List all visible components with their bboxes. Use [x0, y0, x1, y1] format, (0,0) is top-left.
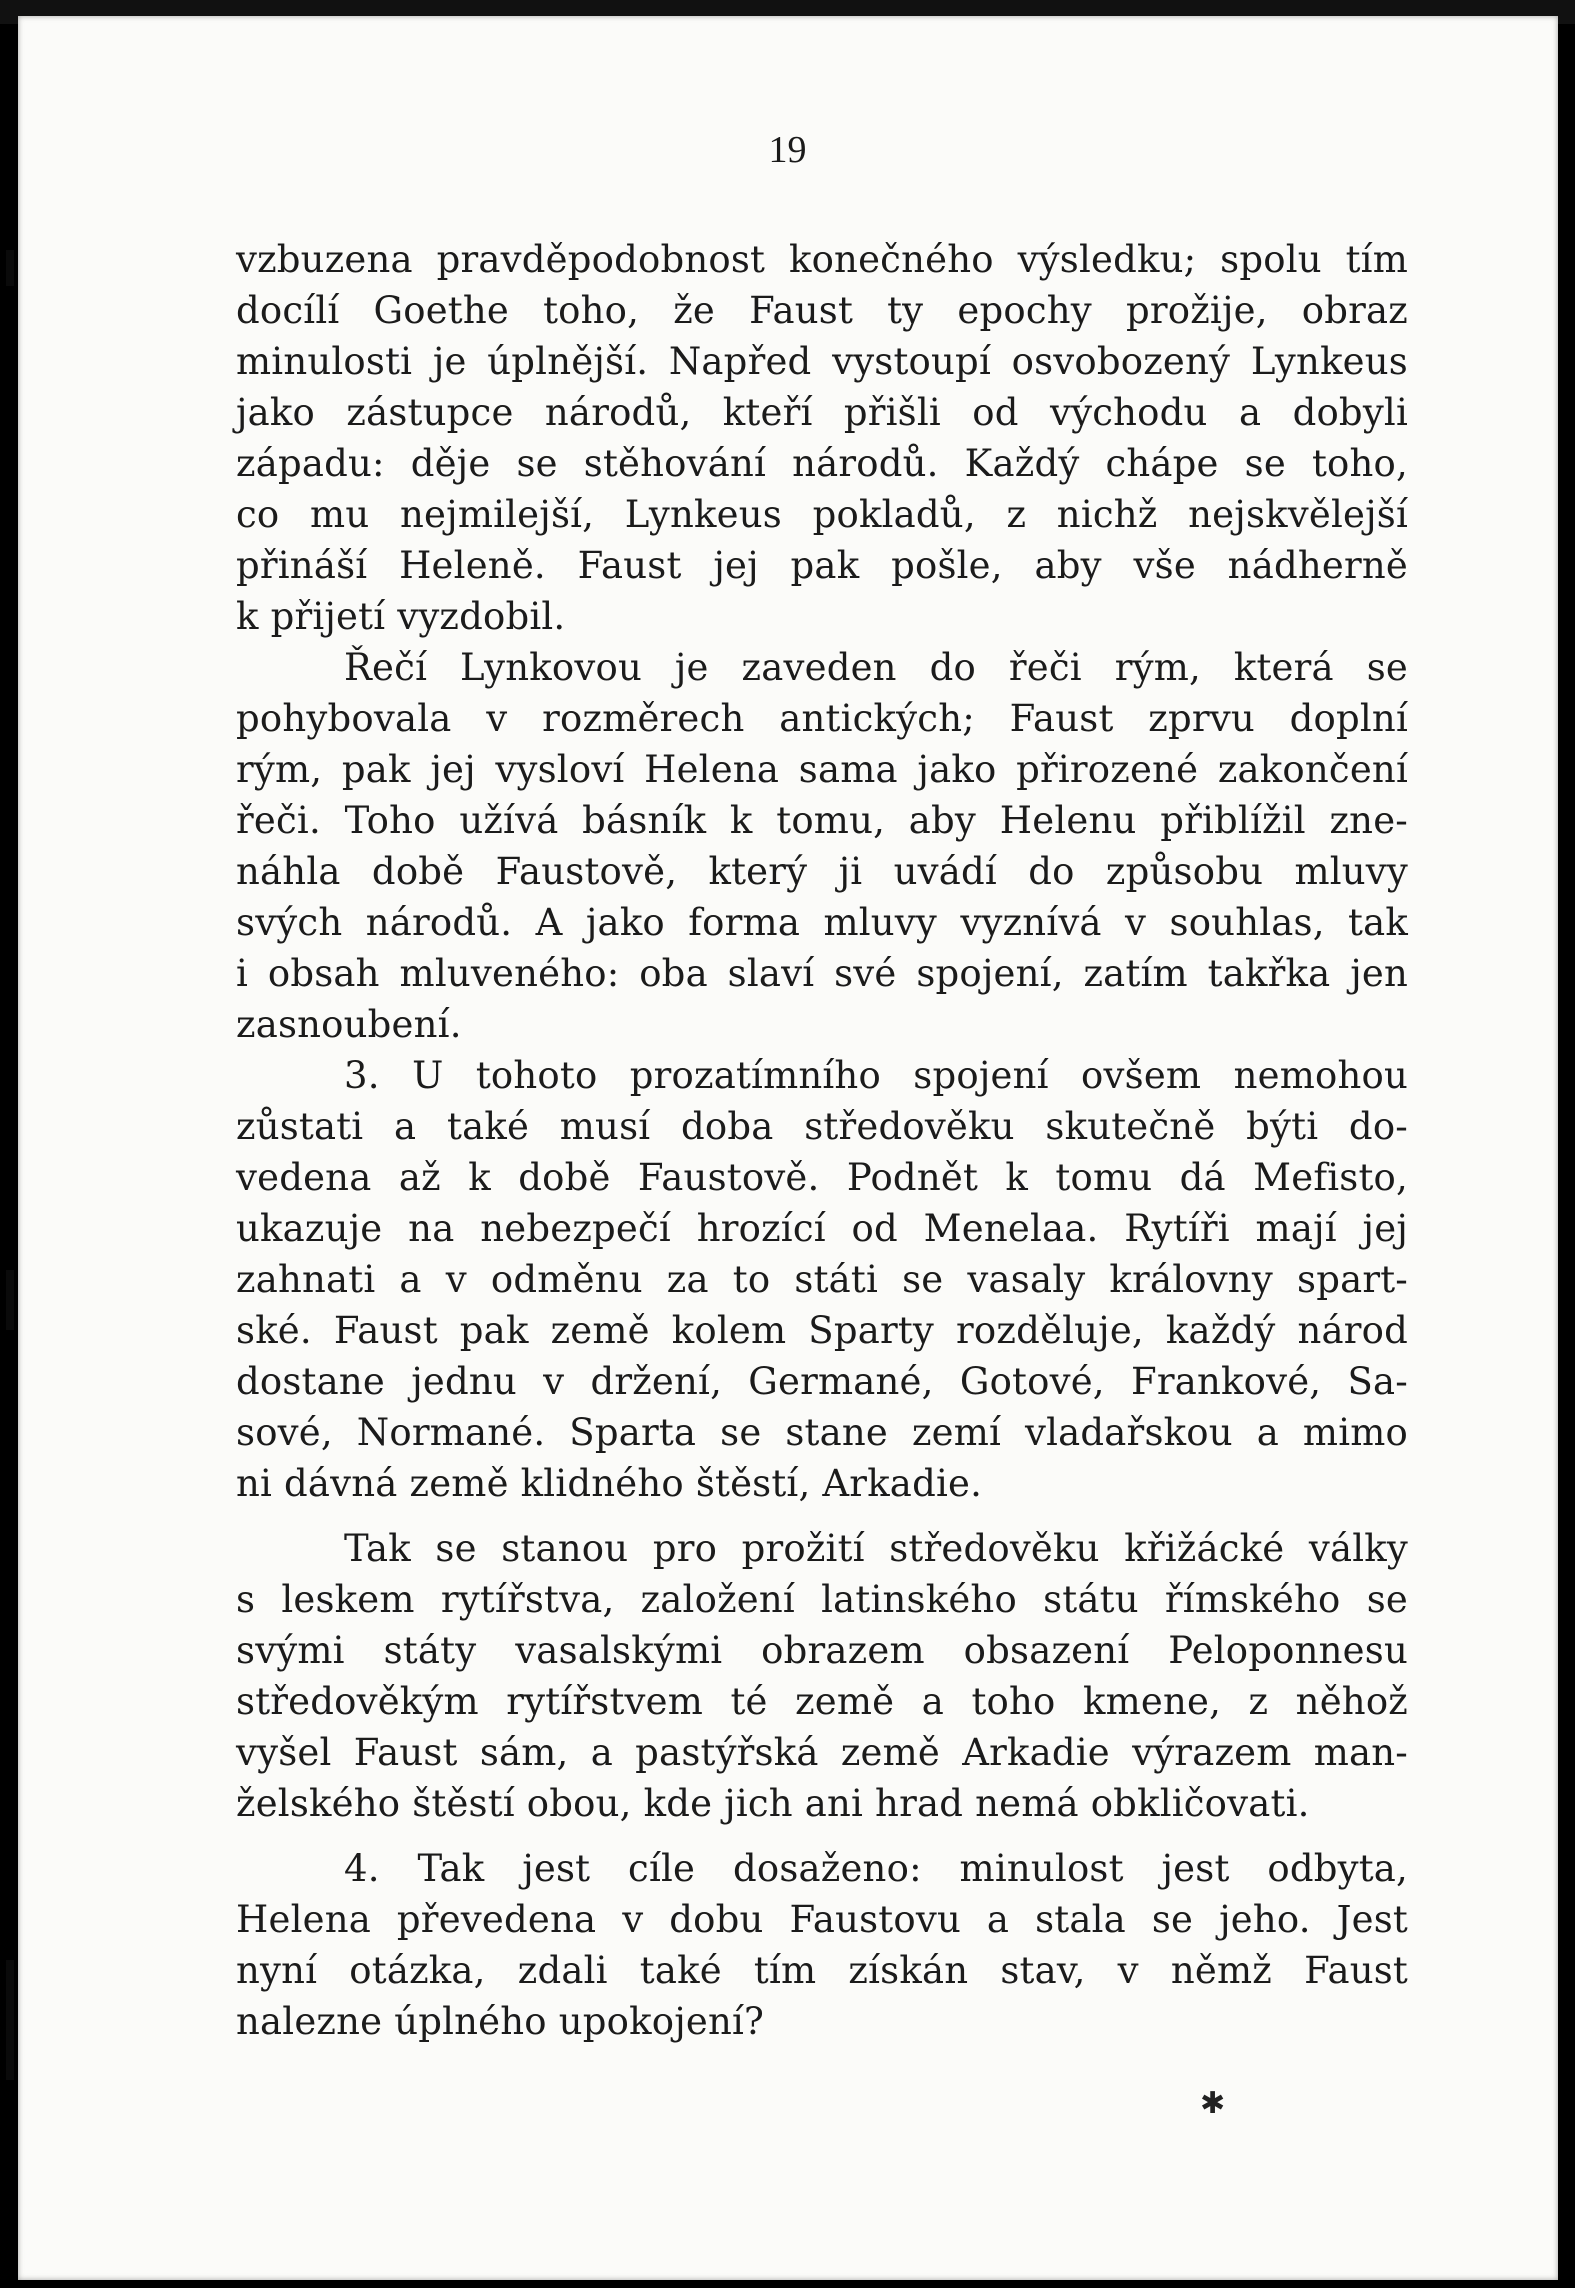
paragraph: [236, 642, 1408, 1050]
text-line: pohybovala v rozměrech antických; Faust zprvu doplní: [236, 697, 1408, 740]
text-line: sové, Normané. Sparta se stane zemí vladařskou a mimo: [236, 1411, 1408, 1454]
scan-edge-mark: [6, 250, 14, 286]
text-line: želského štěstí obou, kde jich ani hrad nemá obkličovati.: [236, 1782, 1310, 1825]
text-line: docílí Goethe toho, že Faust ty epochy prožije, obraz: [236, 289, 1408, 332]
text-line: ni dávná země klidného štěstí, Arkadie.: [236, 1462, 983, 1505]
text-line: Tak se stanou pro prožití středověku křižácké války: [344, 1527, 1408, 1570]
text-line: ské. Faust pak země kolem Sparty rozděluje, každý národ: [236, 1309, 1408, 1352]
text-line: zasnoubení.: [236, 1003, 462, 1046]
text-line: západu: děje se stěhování národů. Každý chápe se toho,: [236, 442, 1408, 485]
text-line: jako zástupce národů, kteří přišli od východu a dobyli: [236, 391, 1408, 434]
text-line: zůstati a také musí doba středověku skutečně býti do-: [236, 1105, 1408, 1148]
text-line: 4. Tak jest cíle dosaženo: minulost jest odbyta,: [344, 1847, 1408, 1890]
text-line: nyní otázka, zdali také tím získán stav, v němž Faust: [236, 1949, 1408, 1992]
text-line: k přijetí vyzdobil.: [236, 595, 566, 638]
text-line: vzbuzena pravděpodobnost konečného výsledku; spolu tím: [236, 238, 1408, 281]
text-line: 3. U tohoto prozatímního spojení ovšem nemohou: [344, 1054, 1408, 1097]
text-line: svými státy vasalskými obrazem obsazení Peloponnesu: [236, 1629, 1408, 1672]
body-text: [236, 234, 1408, 2047]
paragraph: [236, 234, 1408, 642]
text-line: dostane jednu v držení, Germané, Gotové, Frankové, Sa-: [236, 1360, 1408, 1403]
text-line: co mu nejmilejší, Lynkeus pokladů, z nichž nejskvělejší: [236, 493, 1408, 536]
paragraph: [236, 1050, 1408, 1509]
scan-edge-mark: [6, 1960, 14, 2080]
paragraph: [236, 1843, 1408, 2047]
text-line: i obsah mluveného: oba slaví své spojení, zatím takřka jen: [236, 952, 1408, 995]
text-line: vedena až k době Faustově. Podnět k tomu dá Mefisto,: [236, 1156, 1408, 1199]
text-line: zahnati a v odměnu za to státi se vasaly královny spart-: [236, 1258, 1408, 1301]
paragraph-gap: [236, 1509, 1408, 1523]
text-line: náhla době Faustově, který ji uvádí do způsobu mluvy: [236, 850, 1408, 893]
text-line: ukazuje na nebezpečí hrozící od Menelaa. Rytíři mají jej: [236, 1207, 1408, 1250]
scan-edge-mark: [6, 1270, 14, 1330]
text-line: vyšel Faust sám, a pastýřská země Arkadie výrazem man-: [236, 1731, 1408, 1774]
text-line: s leskem rytířstva, založení latinského státu římského se: [236, 1578, 1408, 1621]
text-line: středověkým rytířstvem té země a toho kmene, z něhož: [236, 1680, 1408, 1723]
text-line: Helena převedena v dobu Faustovu a stala se jeho. Jest: [236, 1898, 1408, 1941]
paragraph: [236, 1523, 1408, 1829]
text-line: nalezne úplného upokojení?: [236, 2000, 765, 2043]
page-number: 19: [768, 129, 807, 171]
text-line: rým, pak jej vysloví Helena sama jako přirozené zakončení: [236, 748, 1408, 791]
text-line: přináší Heleně. Faust jej pak pošle, aby vše nádherně: [236, 544, 1408, 587]
paragraph-gap: [236, 1829, 1408, 1843]
text-line: Řečí Lynkovou je zaveden do řeči rým, která se: [344, 646, 1408, 689]
asterisk-ornament-icon: ✱: [1200, 2086, 1226, 2121]
text-line: svých národů. A jako forma mluvy vyznívá v souhlas, tak: [236, 901, 1408, 944]
text-line: minulosti je úplnější. Napřed vystoupí osvobozený Lynkeus: [236, 340, 1408, 383]
text-line: řeči. Toho užívá básník k tomu, aby Helenu přiblížil zne-: [236, 799, 1408, 842]
